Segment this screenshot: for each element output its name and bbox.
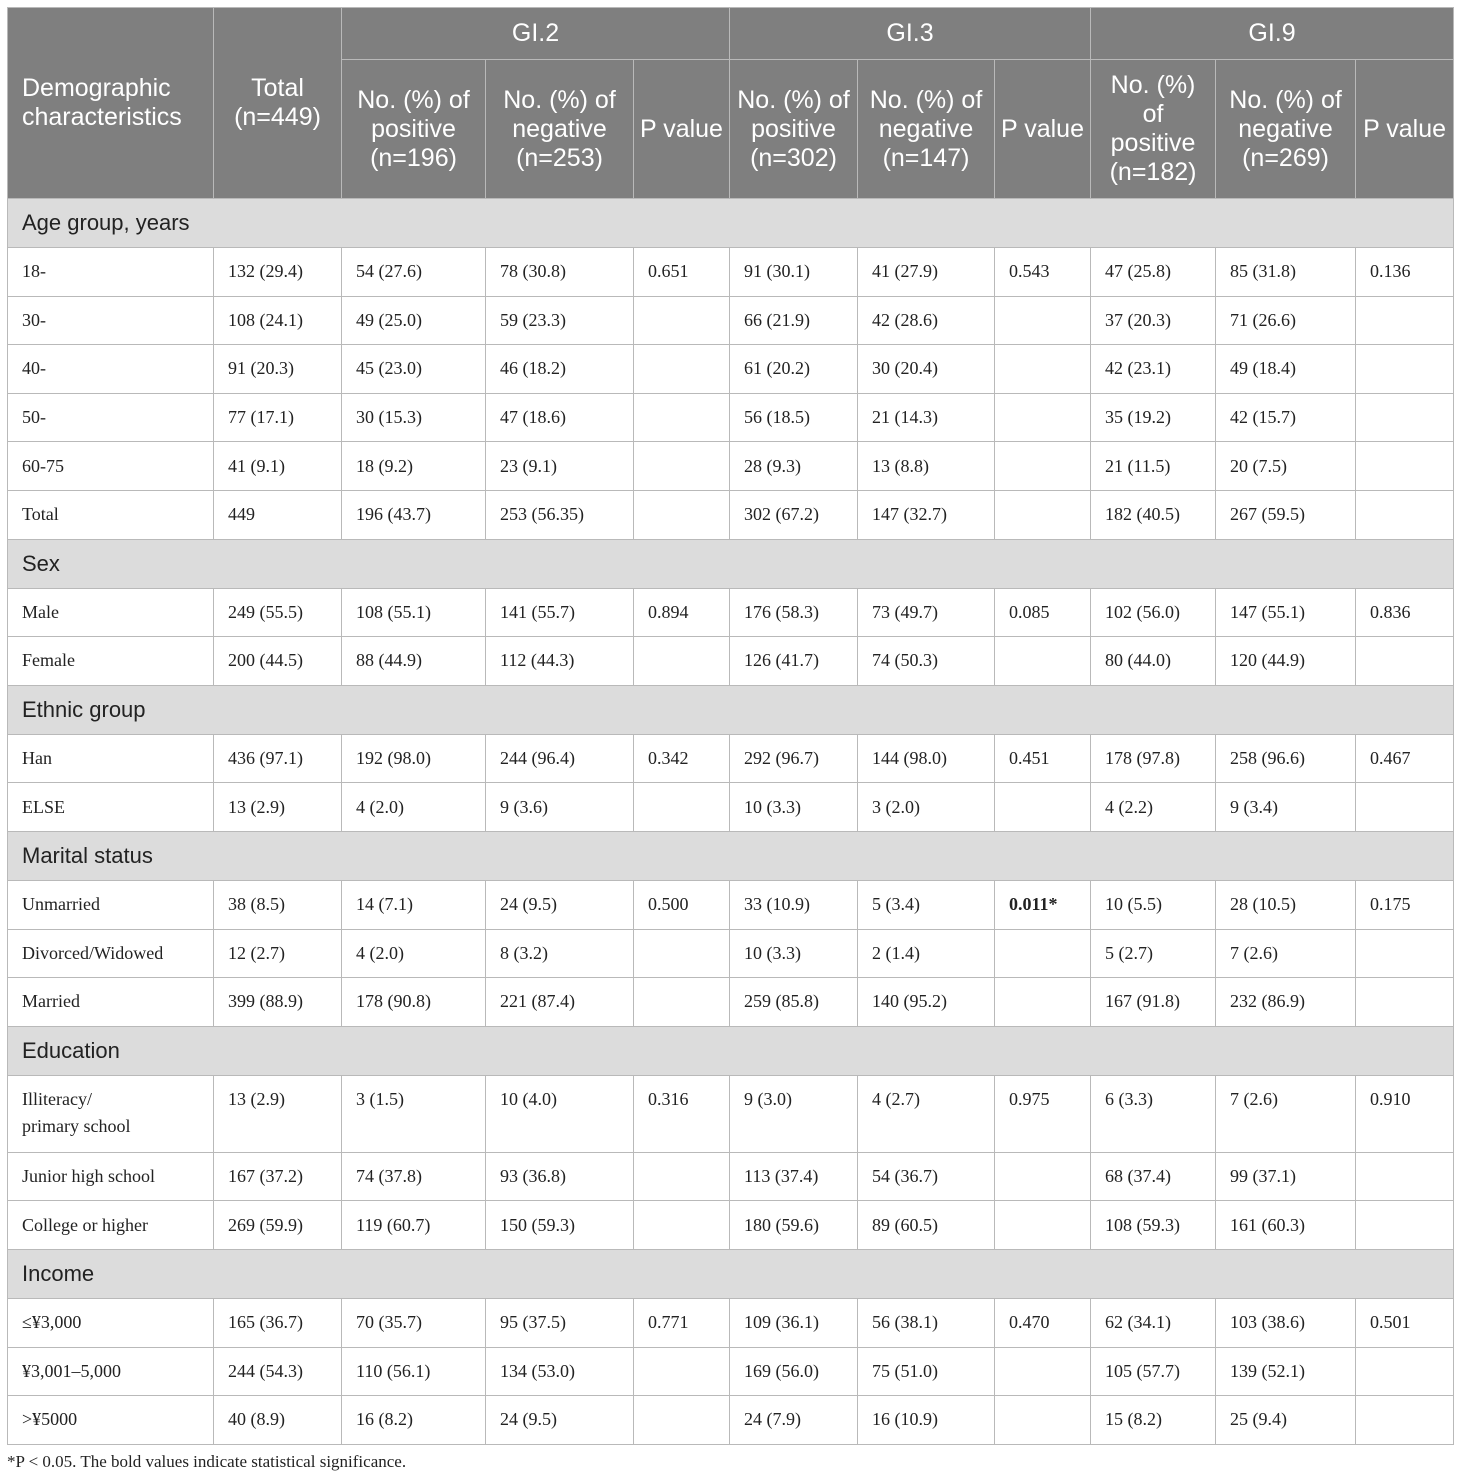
table-row (8, 637, 1454, 686)
table-cell (1356, 1347, 1454, 1396)
table-cell (995, 783, 1091, 832)
table-row (8, 296, 1454, 345)
table-cell: 182 (40.5) (1091, 490, 1216, 539)
row-label: Married (8, 978, 214, 1027)
header-group-gi2: GI.2 (342, 8, 730, 60)
table-cell: 33 (10.9) (730, 880, 858, 929)
table-cell: 95 (37.5) (486, 1298, 634, 1347)
table-cell: 75 (51.0) (858, 1347, 995, 1396)
table-row (8, 734, 1454, 783)
table-cell: 23 (9.1) (486, 442, 634, 491)
table-cell (634, 442, 730, 491)
table-cell: 88 (44.9) (342, 637, 486, 686)
table-cell: 141 (55.7) (486, 588, 634, 637)
table-cell: 5 (3.4) (858, 880, 995, 929)
table-cell: 13 (2.9) (214, 1075, 342, 1152)
section-header-row (8, 685, 1454, 734)
table-cell: 0.975 (995, 1075, 1091, 1152)
table-cell (634, 1201, 730, 1250)
table-row (8, 1396, 1454, 1445)
header-gi3-pvalue: P value (995, 60, 1091, 199)
header-group-gi9: GI.9 (1091, 8, 1454, 60)
section-title: Education (8, 1026, 1454, 1075)
row-label: ≤¥3,000 (8, 1298, 214, 1347)
table-cell: 37 (20.3) (1091, 296, 1216, 345)
table-cell (995, 978, 1091, 1027)
table-row (8, 1152, 1454, 1201)
table-cell (1356, 1396, 1454, 1445)
table-cell: 0.342 (634, 734, 730, 783)
table-cell (634, 783, 730, 832)
table-cell: 4 (2.0) (342, 783, 486, 832)
table-cell (995, 345, 1091, 394)
table-cell: 161 (60.3) (1216, 1201, 1356, 1250)
table-cell (995, 1396, 1091, 1445)
table-cell: 232 (86.9) (1216, 978, 1356, 1027)
table-cell: 15 (8.2) (1091, 1396, 1216, 1445)
table-cell: 167 (37.2) (214, 1152, 342, 1201)
table-cell: 0.451 (995, 734, 1091, 783)
table-cell: 258 (96.6) (1216, 734, 1356, 783)
table-cell: 6 (3.3) (1091, 1075, 1216, 1152)
table-cell (634, 296, 730, 345)
table-cell: 24 (7.9) (730, 1396, 858, 1445)
table-cell: 0.894 (634, 588, 730, 637)
table-header (8, 8, 1454, 199)
table-cell: 120 (44.9) (1216, 637, 1356, 686)
table-cell: 42 (23.1) (1091, 345, 1216, 394)
table-cell (1356, 783, 1454, 832)
table-cell: 269 (59.9) (214, 1201, 342, 1250)
header-group-gi3: GI.3 (730, 8, 1091, 60)
table-cell: 0.836 (1356, 588, 1454, 637)
table-cell: 80 (44.0) (1091, 637, 1216, 686)
table-cell: 68 (37.4) (1091, 1152, 1216, 1201)
row-label: Divorced/Widowed (8, 929, 214, 978)
header-total: Total (n=449) (214, 8, 342, 199)
row-label: Total (8, 490, 214, 539)
table-row (8, 442, 1454, 491)
row-label: ELSE (8, 783, 214, 832)
table-cell: 13 (2.9) (214, 783, 342, 832)
table-cell: 108 (59.3) (1091, 1201, 1216, 1250)
table-cell: 7 (2.6) (1216, 929, 1356, 978)
table-cell (995, 490, 1091, 539)
row-label: 30- (8, 296, 214, 345)
table-cell: 14 (7.1) (342, 880, 486, 929)
table-cell: 113 (37.4) (730, 1152, 858, 1201)
table-cell: 89 (60.5) (858, 1201, 995, 1250)
section-header-row (8, 1026, 1454, 1075)
table-cell: 49 (18.4) (1216, 345, 1356, 394)
table-cell: 24 (9.5) (486, 880, 634, 929)
table-cell: 0.771 (634, 1298, 730, 1347)
table-row (8, 929, 1454, 978)
table-cell: 436 (97.1) (214, 734, 342, 783)
table-row (8, 1075, 1454, 1152)
table-cell: 71 (26.6) (1216, 296, 1356, 345)
table-cell: 91 (20.3) (214, 345, 342, 394)
table-cell (995, 393, 1091, 442)
header-gi3-negative: No. (%) of negative (n=147) (858, 60, 995, 199)
table-cell (1356, 978, 1454, 1027)
table-cell: 144 (98.0) (858, 734, 995, 783)
table-cell: 10 (3.3) (730, 783, 858, 832)
table-cell: 2 (1.4) (858, 929, 995, 978)
row-label: Illiteracy/ primary school (8, 1075, 214, 1152)
table-cell (1356, 442, 1454, 491)
table-cell: 0.500 (634, 880, 730, 929)
table-row (8, 588, 1454, 637)
section-title: Age group, years (8, 199, 1454, 248)
table-row (8, 978, 1454, 1027)
row-label: Han (8, 734, 214, 783)
table-cell: 47 (25.8) (1091, 248, 1216, 297)
table-cell: 302 (67.2) (730, 490, 858, 539)
table-cell: 77 (17.1) (214, 393, 342, 442)
row-label: Junior high school (8, 1152, 214, 1201)
table-cell: 110 (56.1) (342, 1347, 486, 1396)
table-cell: 108 (55.1) (342, 588, 486, 637)
table-row (8, 1347, 1454, 1396)
table-cell: 85 (31.8) (1216, 248, 1356, 297)
row-label: Female (8, 637, 214, 686)
row-label: 18- (8, 248, 214, 297)
table-cell (1356, 1201, 1454, 1250)
header-gi9-pvalue: P value (1356, 60, 1454, 199)
table-cell: 167 (91.8) (1091, 978, 1216, 1027)
table-cell (634, 929, 730, 978)
table-cell: 10 (4.0) (486, 1075, 634, 1152)
header-gi3-positive: No. (%) of positive (n=302) (730, 60, 858, 199)
table-cell: 0.543 (995, 248, 1091, 297)
table-cell: 4 (2.7) (858, 1075, 995, 1152)
row-label: College or higher (8, 1201, 214, 1250)
table-cell: 5 (2.7) (1091, 929, 1216, 978)
table-cell: 0.651 (634, 248, 730, 297)
table-cell: 0.910 (1356, 1075, 1454, 1152)
table-cell: 103 (38.6) (1216, 1298, 1356, 1347)
table-cell: 25 (9.4) (1216, 1396, 1356, 1445)
table-cell (995, 929, 1091, 978)
table-cell: 196 (43.7) (342, 490, 486, 539)
table-cell: 4 (2.2) (1091, 783, 1216, 832)
table-cell (1356, 929, 1454, 978)
table-cell: 139 (52.1) (1216, 1347, 1356, 1396)
table-cell: 249 (55.5) (214, 588, 342, 637)
table-cell: 176 (58.3) (730, 588, 858, 637)
table-cell: 132 (29.4) (214, 248, 342, 297)
table-cell: 178 (97.8) (1091, 734, 1216, 783)
table-cell (1356, 345, 1454, 394)
table-cell: 56 (18.5) (730, 393, 858, 442)
table-cell: 70 (35.7) (342, 1298, 486, 1347)
table-cell (995, 442, 1091, 491)
table-cell: 40 (8.9) (214, 1396, 342, 1445)
row-label: 60-75 (8, 442, 214, 491)
table-cell: 0.467 (1356, 734, 1454, 783)
table-cell: 9 (3.6) (486, 783, 634, 832)
section-header-row (8, 539, 1454, 588)
table-cell: 0.316 (634, 1075, 730, 1152)
demographics-table (7, 7, 1454, 1445)
table-cell: 109 (36.1) (730, 1298, 858, 1347)
table-cell: 62 (34.1) (1091, 1298, 1216, 1347)
table-cell: 7 (2.6) (1216, 1075, 1356, 1152)
table-cell (1356, 393, 1454, 442)
table-cell: 74 (37.8) (342, 1152, 486, 1201)
table-cell: 73 (49.7) (858, 588, 995, 637)
table-row (8, 1298, 1454, 1347)
table-cell (634, 637, 730, 686)
table-cell: 140 (95.2) (858, 978, 995, 1027)
header-gi9-positive: No. (%) of positive (n=182) (1091, 60, 1216, 199)
table-cell (634, 1152, 730, 1201)
table-cell: 28 (10.5) (1216, 880, 1356, 929)
table-row (8, 345, 1454, 394)
table-cell: 244 (96.4) (486, 734, 634, 783)
table-cell: 99 (37.1) (1216, 1152, 1356, 1201)
table-cell: 0.470 (995, 1298, 1091, 1347)
table-cell: 46 (18.2) (486, 345, 634, 394)
table-cell (634, 1347, 730, 1396)
table-cell: 3 (2.0) (858, 783, 995, 832)
table-cell (634, 345, 730, 394)
section-header-row (8, 1249, 1454, 1298)
section-header-row (8, 199, 1454, 248)
table-row (8, 1201, 1454, 1250)
table-cell: 59 (23.3) (486, 296, 634, 345)
table-cell: 38 (8.5) (214, 880, 342, 929)
table-cell: 178 (90.8) (342, 978, 486, 1027)
table-cell: 147 (32.7) (858, 490, 995, 539)
table-cell: 4 (2.0) (342, 929, 486, 978)
table-cell: 399 (88.9) (214, 978, 342, 1027)
table-cell: 35 (19.2) (1091, 393, 1216, 442)
table-cell: 24 (9.5) (486, 1396, 634, 1445)
table-row (8, 880, 1454, 929)
table-row (8, 783, 1454, 832)
table-cell: 30 (20.4) (858, 345, 995, 394)
row-label: >¥5000 (8, 1396, 214, 1445)
table-cell: 9 (3.4) (1216, 783, 1356, 832)
header-gi2-positive: No. (%) of positive (n=196) (342, 60, 486, 199)
table-cell: 200 (44.5) (214, 637, 342, 686)
table-cell: 10 (3.3) (730, 929, 858, 978)
header-gi2-pvalue: P value (634, 60, 730, 199)
table-row (8, 393, 1454, 442)
table-cell: 28 (9.3) (730, 442, 858, 491)
table-cell (995, 1347, 1091, 1396)
table-cell: 45 (23.0) (342, 345, 486, 394)
header-gi2-negative: No. (%) of negative (n=253) (486, 60, 634, 199)
table-cell: 0.085 (995, 588, 1091, 637)
table-cell (634, 393, 730, 442)
table-cell: 0.501 (1356, 1298, 1454, 1347)
table-cell: 221 (87.4) (486, 978, 634, 1027)
table-cell: 18 (9.2) (342, 442, 486, 491)
table-cell (634, 490, 730, 539)
table-cell: 449 (214, 490, 342, 539)
table-cell: 105 (57.7) (1091, 1347, 1216, 1396)
table-cell: 112 (44.3) (486, 637, 634, 686)
table-container (7, 7, 1453, 1445)
table-row (8, 490, 1454, 539)
row-label: Unmarried (8, 880, 214, 929)
table-cell: 42 (28.6) (858, 296, 995, 345)
table-cell: 16 (10.9) (858, 1396, 995, 1445)
table-cell: 12 (2.7) (214, 929, 342, 978)
table-cell: 8 (3.2) (486, 929, 634, 978)
table-cell: 244 (54.3) (214, 1347, 342, 1396)
section-title: Income (8, 1249, 1454, 1298)
row-label: ¥3,001–5,000 (8, 1347, 214, 1396)
table-cell: 10 (5.5) (1091, 880, 1216, 929)
table-cell: 0.136 (1356, 248, 1454, 297)
table-cell: 54 (27.6) (342, 248, 486, 297)
footnote: *P < 0.05. The bold values indicate statistical significance. (7, 1452, 407, 1471)
table-row (8, 248, 1454, 297)
table-cell: 3 (1.5) (342, 1075, 486, 1152)
table-cell (1356, 490, 1454, 539)
table-cell (634, 1396, 730, 1445)
table-cell: 61 (20.2) (730, 345, 858, 394)
table-cell: 9 (3.0) (730, 1075, 858, 1152)
table-cell: 180 (59.6) (730, 1201, 858, 1250)
table-cell: 74 (50.3) (858, 637, 995, 686)
row-label: 50- (8, 393, 214, 442)
table-cell: 41 (27.9) (858, 248, 995, 297)
table-body (8, 199, 1454, 1445)
header-demographic: Demographic characteristics (8, 8, 214, 199)
section-title: Sex (8, 539, 1454, 588)
table-cell: 147 (55.1) (1216, 588, 1356, 637)
table-cell: 165 (36.7) (214, 1298, 342, 1347)
table-cell: 169 (56.0) (730, 1347, 858, 1396)
table-cell (995, 1152, 1091, 1201)
table-cell: 42 (15.7) (1216, 393, 1356, 442)
table-cell (995, 296, 1091, 345)
table-cell: 21 (14.3) (858, 393, 995, 442)
table-cell: 54 (36.7) (858, 1152, 995, 1201)
table-cell: 0.011* (995, 880, 1091, 929)
table-cell: 150 (59.3) (486, 1201, 634, 1250)
table-cell: 102 (56.0) (1091, 588, 1216, 637)
table-cell: 0.175 (1356, 880, 1454, 929)
table-cell: 267 (59.5) (1216, 490, 1356, 539)
table-cell (634, 978, 730, 1027)
table-cell: 16 (8.2) (342, 1396, 486, 1445)
table-cell: 21 (11.5) (1091, 442, 1216, 491)
table-cell: 20 (7.5) (1216, 442, 1356, 491)
table-cell (995, 1201, 1091, 1250)
table-cell (1356, 296, 1454, 345)
table-cell: 49 (25.0) (342, 296, 486, 345)
table-cell: 192 (98.0) (342, 734, 486, 783)
row-label: Male (8, 588, 214, 637)
table-cell: 292 (96.7) (730, 734, 858, 783)
table-cell (1356, 637, 1454, 686)
table-cell: 47 (18.6) (486, 393, 634, 442)
table-cell: 134 (53.0) (486, 1347, 634, 1396)
header-gi9-negative: No. (%) of negative (n=269) (1216, 60, 1356, 199)
table-cell: 13 (8.8) (858, 442, 995, 491)
section-header-row (8, 831, 1454, 880)
table-cell: 126 (41.7) (730, 637, 858, 686)
table-cell: 78 (30.8) (486, 248, 634, 297)
table-cell: 253 (56.35) (486, 490, 634, 539)
table-cell: 259 (85.8) (730, 978, 858, 1027)
table-cell: 30 (15.3) (342, 393, 486, 442)
table-cell: 91 (30.1) (730, 248, 858, 297)
table-cell (995, 637, 1091, 686)
table-cell: 108 (24.1) (214, 296, 342, 345)
section-title: Ethnic group (8, 685, 1454, 734)
row-label: 40- (8, 345, 214, 394)
table-cell (1356, 1152, 1454, 1201)
table-cell: 56 (38.1) (858, 1298, 995, 1347)
table-cell: 93 (36.8) (486, 1152, 634, 1201)
table-cell: 66 (21.9) (730, 296, 858, 345)
table-cell: 41 (9.1) (214, 442, 342, 491)
section-title: Marital status (8, 831, 1454, 880)
table-cell: 119 (60.7) (342, 1201, 486, 1250)
